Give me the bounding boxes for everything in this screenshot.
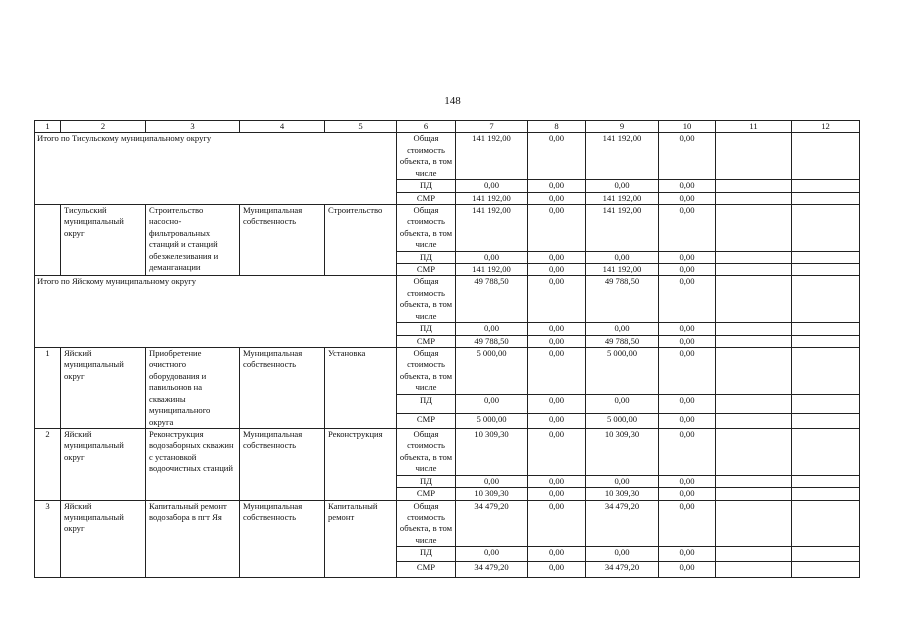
value-cell: 0,00 <box>528 428 586 475</box>
value-cell: 0,00 <box>586 180 659 192</box>
empty-cell <box>792 251 860 263</box>
cost-type-cell: СМР <box>397 264 456 276</box>
work-type-cell: Строительство <box>325 204 397 276</box>
table-body <box>35 121 860 578</box>
empty-cell <box>716 276 792 323</box>
value-cell: 0,00 <box>528 348 586 395</box>
value-cell: 0,00 <box>528 133 586 180</box>
value-cell: 49 788,50 <box>586 335 659 347</box>
column-number: 11 <box>716 121 792 133</box>
empty-cell <box>792 335 860 347</box>
empty-cell <box>716 335 792 347</box>
work-type-cell: Капитальный ремонт <box>325 500 397 578</box>
cost-type-cell: СМР <box>397 335 456 347</box>
empty-cell <box>792 133 860 180</box>
value-cell: 141 192,00 <box>456 204 528 251</box>
cost-type-cell: Общая стоимость объекта, в том числе <box>397 348 456 395</box>
value-cell: 0,00 <box>528 204 586 251</box>
value-cell: 0,00 <box>659 335 716 347</box>
column-number: 9 <box>586 121 659 133</box>
cost-type-cell: Общая стоимость объекта, в том числе <box>397 500 456 547</box>
value-cell: 49 788,50 <box>456 276 528 323</box>
value-cell: 141 192,00 <box>586 204 659 251</box>
empty-cell <box>792 323 860 335</box>
value-cell: 141 192,00 <box>586 264 659 276</box>
value-cell: 5 000,00 <box>586 348 659 395</box>
cost-type-cell: Общая стоимость объекта, в том числе <box>397 133 456 180</box>
empty-cell <box>792 192 860 204</box>
table-row <box>35 500 860 547</box>
table-row <box>35 276 860 323</box>
empty-cell <box>716 395 792 413</box>
total-label: Итого по Яйскому муниципальному округу <box>35 276 397 348</box>
value-cell: 49 788,50 <box>456 335 528 347</box>
value-cell: 141 192,00 <box>456 192 528 204</box>
empty-cell <box>716 323 792 335</box>
value-cell: 34 479,20 <box>586 500 659 547</box>
value-cell: 0,00 <box>659 547 716 562</box>
column-number: 1 <box>35 121 61 133</box>
object-name-cell: Строительство насосно-фильтровальных станций и станций обезжелезивания и деманганации <box>146 204 240 276</box>
value-cell: 0,00 <box>528 488 586 500</box>
value-cell: 0,00 <box>586 323 659 335</box>
empty-cell <box>716 475 792 487</box>
table-row <box>35 204 860 251</box>
empty-cell <box>716 180 792 192</box>
empty-cell <box>792 276 860 323</box>
cost-type-cell: ПД <box>397 547 456 562</box>
ownership-cell: Муниципальная собственность <box>240 348 325 429</box>
value-cell: 0,00 <box>456 547 528 562</box>
row-number <box>35 204 61 276</box>
value-cell: 0,00 <box>528 276 586 323</box>
cost-type-cell: СМР <box>397 192 456 204</box>
value-cell: 141 192,00 <box>456 264 528 276</box>
empty-cell <box>792 547 860 562</box>
value-cell: 0,00 <box>528 264 586 276</box>
value-cell: 0,00 <box>659 348 716 395</box>
value-cell: 0,00 <box>659 276 716 323</box>
value-cell: 0,00 <box>659 204 716 251</box>
value-cell: 0,00 <box>528 562 586 578</box>
value-cell: 34 479,20 <box>586 562 659 578</box>
value-cell: 0,00 <box>528 547 586 562</box>
value-cell: 34 479,20 <box>456 562 528 578</box>
column-number: 4 <box>240 121 325 133</box>
empty-cell <box>716 547 792 562</box>
row-number: 3 <box>35 500 61 578</box>
cost-type-cell: ПД <box>397 323 456 335</box>
empty-cell <box>792 562 860 578</box>
total-label: Итого по Тисульскому муниципальному округу <box>35 133 397 205</box>
empty-cell <box>716 413 792 428</box>
value-cell: 5 000,00 <box>456 348 528 395</box>
investment-table <box>34 120 860 578</box>
empty-cell <box>792 204 860 251</box>
column-number-row <box>35 121 860 133</box>
value-cell: 10 309,30 <box>586 488 659 500</box>
empty-cell <box>716 428 792 475</box>
value-cell: 0,00 <box>456 395 528 413</box>
cost-type-cell: СМР <box>397 562 456 578</box>
municipality-cell: Яйский муниципальный округ <box>61 500 146 578</box>
empty-cell <box>716 500 792 547</box>
column-number: 10 <box>659 121 716 133</box>
value-cell: 0,00 <box>659 323 716 335</box>
value-cell: 0,00 <box>659 395 716 413</box>
municipality-cell: Тисульский муниципальный округ <box>61 204 146 276</box>
empty-cell <box>716 133 792 180</box>
value-cell: 0,00 <box>528 500 586 547</box>
value-cell: 0,00 <box>659 180 716 192</box>
empty-cell <box>716 348 792 395</box>
value-cell: 0,00 <box>528 192 586 204</box>
value-cell: 5 000,00 <box>456 413 528 428</box>
cost-type-cell: ПД <box>397 395 456 413</box>
value-cell: 0,00 <box>456 323 528 335</box>
value-cell: 0,00 <box>456 180 528 192</box>
empty-cell <box>792 348 860 395</box>
value-cell: 0,00 <box>659 475 716 487</box>
cost-type-cell: СМР <box>397 413 456 428</box>
municipality-cell: Яйский муниципальный округ <box>61 348 146 429</box>
row-number: 2 <box>35 428 61 500</box>
value-cell: 0,00 <box>586 395 659 413</box>
ownership-cell: Муниципальная собственность <box>240 204 325 276</box>
value-cell: 0,00 <box>586 475 659 487</box>
value-cell: 0,00 <box>456 475 528 487</box>
value-cell: 0,00 <box>456 251 528 263</box>
municipality-cell: Яйский муниципальный округ <box>61 428 146 500</box>
value-cell: 10 309,30 <box>586 428 659 475</box>
page-number: 148 <box>444 95 461 107</box>
empty-cell <box>792 500 860 547</box>
value-cell: 0,00 <box>659 500 716 547</box>
empty-cell <box>716 251 792 263</box>
object-name-cell: Реконструкция водозаборных скважин с установкой водоочистных станций <box>146 428 240 500</box>
cost-type-cell: Общая стоимость объекта, в том числе <box>397 204 456 251</box>
column-number: 6 <box>397 121 456 133</box>
cost-type-cell: ПД <box>397 180 456 192</box>
column-number: 2 <box>61 121 146 133</box>
empty-cell <box>716 562 792 578</box>
work-type-cell: Установка <box>325 348 397 429</box>
column-number: 3 <box>146 121 240 133</box>
empty-cell <box>792 395 860 413</box>
column-number: 12 <box>792 121 860 133</box>
value-cell: 0,00 <box>659 251 716 263</box>
empty-cell <box>792 488 860 500</box>
empty-cell <box>716 192 792 204</box>
value-cell: 0,00 <box>659 133 716 180</box>
value-cell: 0,00 <box>659 562 716 578</box>
value-cell: 141 192,00 <box>586 133 659 180</box>
column-number: 5 <box>325 121 397 133</box>
value-cell: 0,00 <box>528 413 586 428</box>
value-cell: 0,00 <box>659 264 716 276</box>
value-cell: 0,00 <box>586 547 659 562</box>
value-cell: 5 000,00 <box>586 413 659 428</box>
empty-cell <box>716 204 792 251</box>
table-row <box>35 348 860 395</box>
value-cell: 0,00 <box>528 251 586 263</box>
empty-cell <box>792 428 860 475</box>
cost-type-cell: ПД <box>397 251 456 263</box>
value-cell: 34 479,20 <box>456 500 528 547</box>
empty-cell <box>792 180 860 192</box>
value-cell: 10 309,30 <box>456 428 528 475</box>
value-cell: 0,00 <box>659 488 716 500</box>
table-row <box>35 133 860 180</box>
column-number: 8 <box>528 121 586 133</box>
empty-cell <box>792 264 860 276</box>
ownership-cell: Муниципальная собственность <box>240 428 325 500</box>
value-cell: 0,00 <box>659 413 716 428</box>
value-cell: 141 192,00 <box>586 192 659 204</box>
empty-cell <box>716 488 792 500</box>
ownership-cell: Муниципальная собственность <box>240 500 325 578</box>
object-name-cell: Капитальный ремонт водозабора в пгт Яя <box>146 500 240 578</box>
work-type-cell: Реконструкция <box>325 428 397 500</box>
object-name-cell: Приобретение очистного оборудования и павильонов на скважины муниципального округа <box>146 348 240 429</box>
value-cell: 0,00 <box>528 323 586 335</box>
value-cell: 0,00 <box>528 475 586 487</box>
value-cell: 0,00 <box>528 180 586 192</box>
empty-cell <box>792 475 860 487</box>
value-cell: 0,00 <box>586 251 659 263</box>
cost-type-cell: ПД <box>397 475 456 487</box>
column-number: 7 <box>456 121 528 133</box>
cost-type-cell: СМР <box>397 488 456 500</box>
cost-type-cell: Общая стоимость объекта, в том числе <box>397 276 456 323</box>
value-cell: 0,00 <box>659 428 716 475</box>
value-cell: 141 192,00 <box>456 133 528 180</box>
row-number: 1 <box>35 348 61 429</box>
table-row <box>35 428 860 475</box>
empty-cell <box>716 264 792 276</box>
cost-type-cell: Общая стоимость объекта, в том числе <box>397 428 456 475</box>
value-cell: 0,00 <box>659 192 716 204</box>
value-cell: 10 309,30 <box>456 488 528 500</box>
empty-cell <box>792 413 860 428</box>
value-cell: 0,00 <box>528 335 586 347</box>
value-cell: 49 788,50 <box>586 276 659 323</box>
value-cell: 0,00 <box>528 395 586 413</box>
